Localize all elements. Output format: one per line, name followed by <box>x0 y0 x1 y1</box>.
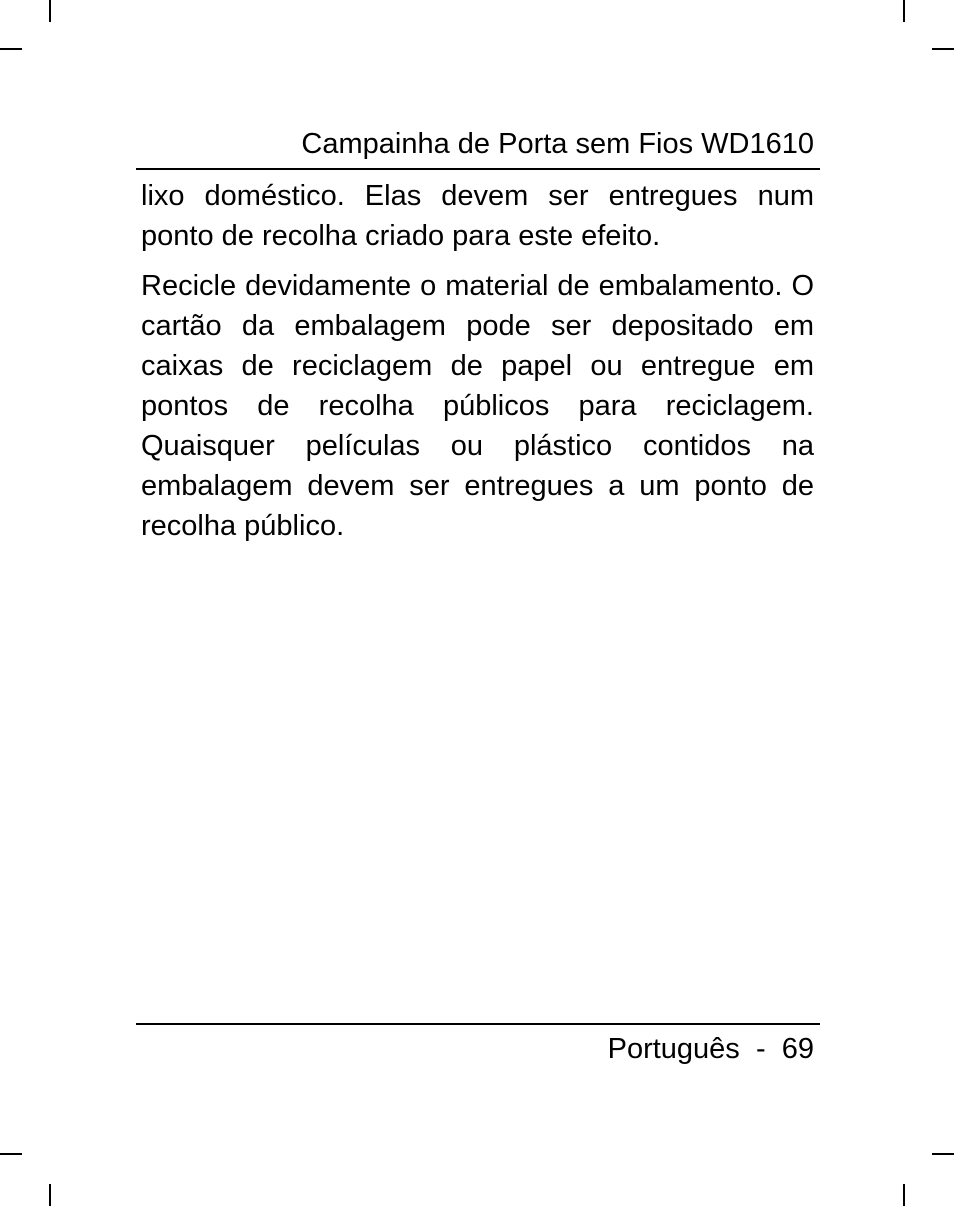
crop-mark-bottom-left-horizontal <box>0 1153 22 1155</box>
crop-mark-bottom-left-vertical <box>49 1184 51 1206</box>
running-header-title: Campainha de Porta sem Fios WD1610 <box>301 128 814 160</box>
crop-mark-top-left-vertical <box>49 0 51 22</box>
header-rule <box>136 168 820 170</box>
crop-mark-bottom-right-vertical <box>903 1184 905 1206</box>
crop-mark-bottom-right-horizontal <box>932 1153 954 1155</box>
crop-mark-top-right-vertical <box>903 0 905 22</box>
crop-mark-top-right-horizontal <box>932 48 954 50</box>
page-footer <box>608 1031 814 1067</box>
page-body <box>141 176 814 546</box>
page-number: 69 <box>781 1033 814 1065</box>
footer-rule <box>136 1023 820 1025</box>
footer-separator: - <box>755 1033 766 1065</box>
crop-mark-top-left-horizontal <box>0 48 22 50</box>
footer-language: Português <box>607 1033 740 1065</box>
body-paragraph-1: lixo doméstico. Elas devem ser entregues num ponto de recolha criado para este efeito. <box>141 180 814 252</box>
body-paragraph-2: Recicle devidamente o material de embalamento. O cartão da embalagem pode ser depositado em caixas de reciclagem de papel ou entregue em pontos de recolha públicos para reciclagem. Quaisquer películas ou plástico contidos na embalagem devem ser entregues a um ponto de recolha público. <box>141 270 814 542</box>
